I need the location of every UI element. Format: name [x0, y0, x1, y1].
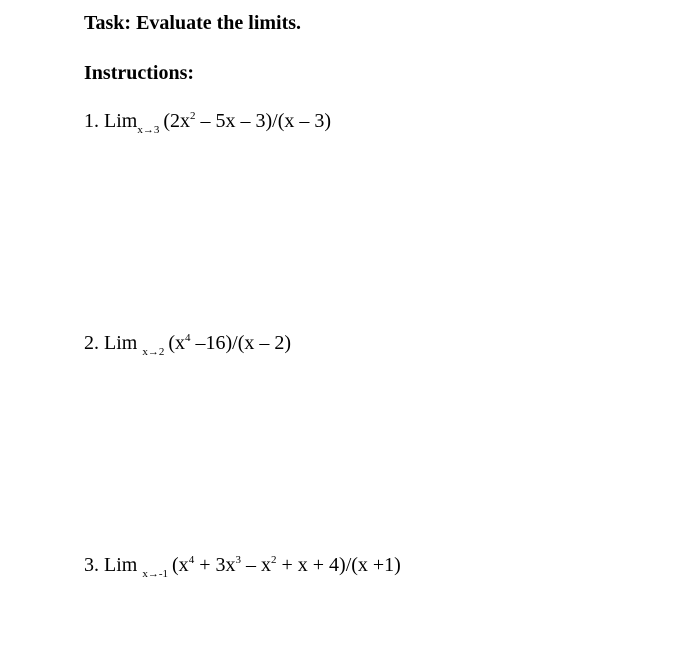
problem-1-limit-subscript: x→3: [137, 124, 160, 136]
problem-1-lim: Lim: [104, 110, 138, 132]
problem-2-number: 2.: [84, 332, 104, 354]
problem-3-expr-part: – x: [240, 554, 271, 576]
instructions-heading: Instructions:: [84, 62, 195, 84]
problem-2-expr-part: –16)/(x – 2): [190, 332, 292, 354]
problem-3-exponent: 2: [270, 554, 277, 566]
problem-3-number: 3.: [84, 554, 104, 576]
task-title: Task: Evaluate the limits.: [84, 12, 302, 34]
problem-3-expr-part: + x + 4)/(x +1): [276, 554, 401, 576]
problem-3: [84, 553, 401, 580]
problem-3-expr-part: (x: [172, 554, 189, 576]
problem-2-expr-part: (x: [168, 332, 186, 354]
problem-1-expr-part: (2x: [163, 110, 191, 132]
problem-1-exponent: 2: [190, 110, 196, 122]
problem-1-number: 1.: [84, 110, 104, 132]
problem-2-exponent: 4: [185, 332, 191, 344]
problem-2-limit-subscript: x→2: [142, 346, 165, 358]
problem-3-limit-subscript: x→-1: [142, 568, 169, 580]
problem-3-exponent: 3: [235, 554, 241, 566]
problem-1-expr-part: – 5x – 3)/(x – 3): [195, 110, 332, 132]
problem-2-lim: Lim: [104, 332, 143, 354]
problem-3-exponent: 4: [188, 554, 195, 566]
problem-1: [84, 109, 332, 136]
problem-2: [84, 331, 292, 358]
problem-3-lim: Lim: [104, 554, 143, 576]
problem-3-expr-part: + 3x: [194, 554, 236, 576]
